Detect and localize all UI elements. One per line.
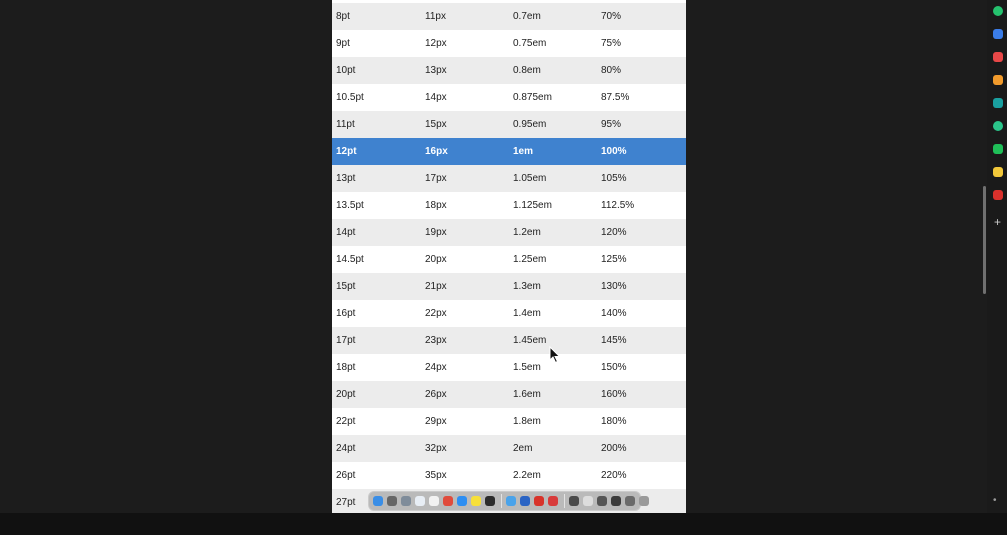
font-size-table (332, 0, 686, 513)
cell-pct: 200% (601, 443, 627, 454)
folder-icon[interactable] (569, 496, 579, 506)
cell-em: 1.4em (513, 308, 541, 319)
cell-em: 1.125em (513, 200, 552, 211)
table-row[interactable] (332, 354, 686, 381)
table-row[interactable] (332, 381, 686, 408)
window-icon[interactable] (597, 496, 607, 506)
cell-pct: 150% (601, 362, 627, 373)
cell-px: 20px (425, 254, 447, 265)
cell-pt: 14pt (336, 227, 356, 238)
yellow-note-icon[interactable] (993, 167, 1003, 177)
table-row[interactable] (332, 3, 686, 30)
kakaotalk-icon[interactable] (471, 496, 481, 506)
cell-em: 1.8em (513, 416, 541, 427)
cell-px: 22px (425, 308, 447, 319)
table-row[interactable] (332, 435, 686, 462)
cell-pct: 112.5% (601, 200, 635, 211)
safari-icon[interactable] (401, 496, 411, 506)
cell-pct: 180% (601, 416, 627, 427)
cell-pt: 9pt (336, 38, 350, 49)
red-app-icon[interactable] (993, 52, 1003, 62)
cell-pt: 8pt (336, 11, 350, 22)
cell-pt: 24pt (336, 443, 356, 454)
cell-px: 18px (425, 200, 447, 211)
photos-icon[interactable] (415, 496, 425, 506)
cell-pct: 130% (601, 281, 627, 292)
cell-pct: 100% (601, 146, 627, 157)
table-row[interactable] (332, 408, 686, 435)
cell-pct: 70% (601, 11, 622, 22)
red-badge-icon[interactable] (993, 190, 1003, 200)
table-row[interactable] (332, 273, 686, 300)
cell-em: 1em (513, 146, 534, 157)
dock-separator (564, 494, 565, 508)
chrome-icon[interactable] (443, 496, 453, 506)
cell-em: 0.875em (513, 92, 552, 103)
add-icon[interactable]: + (994, 215, 1002, 229)
blue-app-icon[interactable] (993, 29, 1003, 39)
window-icon-3[interactable] (625, 496, 635, 506)
cell-pt: 15pt (336, 281, 356, 292)
document-icon[interactable] (583, 496, 593, 506)
calendar-icon[interactable] (429, 496, 439, 506)
cell-em: 2.2em (513, 470, 541, 481)
cell-pt: 22pt (336, 416, 356, 427)
window-icon-2[interactable] (611, 496, 621, 506)
table-row[interactable] (332, 300, 686, 327)
cell-em: 1.45em (513, 335, 547, 346)
cell-pt: 16pt (336, 308, 356, 319)
cell-px: 35px (425, 470, 447, 481)
cell-pt: 18pt (336, 362, 356, 373)
cell-px: 14px (425, 92, 447, 103)
cell-pct: 87.5% (601, 92, 630, 103)
right-sidebar (987, 0, 1007, 513)
cell-pt: 14.5pt (336, 254, 364, 265)
twitter-icon[interactable] (506, 496, 516, 506)
sidebar-scrollbar[interactable] (983, 186, 986, 294)
appstore-icon[interactable] (457, 496, 467, 506)
mouse-pointer-icon (549, 346, 561, 364)
cell-em: 1.5em (513, 362, 541, 373)
trash-icon[interactable] (639, 496, 649, 506)
cell-pct: 80% (601, 65, 622, 76)
table-row[interactable] (332, 219, 686, 246)
cell-px: 16px (425, 146, 448, 157)
bottom-bar (0, 513, 1007, 535)
cell-px: 23px (425, 335, 447, 346)
cell-pct: 105% (601, 173, 627, 184)
cell-em: 2em (513, 443, 533, 454)
finder-icon[interactable] (373, 496, 383, 506)
cell-pct: 95% (601, 119, 622, 130)
table-row[interactable] (332, 84, 686, 111)
cell-px: 26px (425, 389, 447, 400)
cell-px: 19px (425, 227, 447, 238)
table-row[interactable] (332, 327, 686, 354)
word-icon[interactable] (520, 496, 530, 506)
cell-pct: 140% (601, 308, 627, 319)
cell-px: 11px (425, 11, 446, 22)
acrobat-icon[interactable] (534, 496, 544, 506)
cell-em: 1.6em (513, 389, 541, 400)
cell-pt: 10pt (336, 65, 356, 76)
cell-pt: 13pt (336, 173, 356, 184)
cell-em: 1.3em (513, 281, 541, 292)
green-circle-icon[interactable] (993, 121, 1003, 131)
cell-em: 0.8em (513, 65, 541, 76)
orange-app-icon[interactable] (993, 75, 1003, 85)
cell-em: 0.75em (513, 38, 547, 49)
cell-em: 0.7em (513, 11, 541, 22)
cell-pct: 145% (601, 335, 627, 346)
cell-pt: 17pt (336, 335, 356, 346)
cell-px: 13px (425, 65, 447, 76)
table-row[interactable] (332, 246, 686, 273)
cell-pct: 120% (601, 227, 627, 238)
table-row[interactable] (332, 57, 686, 84)
figma-icon[interactable] (485, 496, 495, 506)
cell-px: 24px (425, 362, 447, 373)
cell-px: 21px (425, 281, 447, 292)
cell-pt: 27pt (336, 497, 356, 508)
cell-px: 32px (425, 443, 447, 454)
cell-em: 1.05em (513, 173, 547, 184)
cell-pct: 220% (601, 470, 627, 481)
cell-em: 0.95em (513, 119, 547, 130)
cell-pt: 20pt (336, 389, 356, 400)
cell-em: 1.2em (513, 227, 541, 238)
table-row[interactable] (332, 111, 686, 138)
cell-px: 17px (425, 173, 447, 184)
teal-app-icon[interactable] (993, 98, 1003, 108)
pin-icon[interactable]: • (993, 495, 997, 506)
cell-px: 15px (425, 119, 447, 130)
cell-px: 29px (425, 416, 447, 427)
cell-pt: 13.5pt (336, 200, 364, 211)
dock (368, 491, 641, 511)
table-row[interactable] (332, 30, 686, 57)
cell-pt: 12pt (336, 146, 357, 157)
pdf-expert-icon[interactable] (548, 496, 558, 506)
cell-pct: 75% (601, 38, 622, 49)
green-chat-icon[interactable] (993, 144, 1003, 154)
green-dot-icon[interactable] (993, 6, 1003, 16)
table-row[interactable] (332, 192, 686, 219)
cell-pt: 26pt (336, 470, 356, 481)
table-row[interactable] (332, 462, 686, 489)
cell-em: 1.25em (513, 254, 547, 265)
table-row[interactable] (332, 165, 686, 192)
cell-pct: 160% (601, 389, 627, 400)
cell-px: 12px (425, 38, 447, 49)
cell-pt: 10.5pt (336, 92, 364, 103)
cell-pct: 125% (601, 254, 627, 265)
table-row-selected[interactable] (332, 138, 686, 165)
dock-separator (501, 494, 502, 508)
cell-pt: 11pt (336, 119, 355, 130)
launchpad-icon[interactable] (387, 496, 397, 506)
